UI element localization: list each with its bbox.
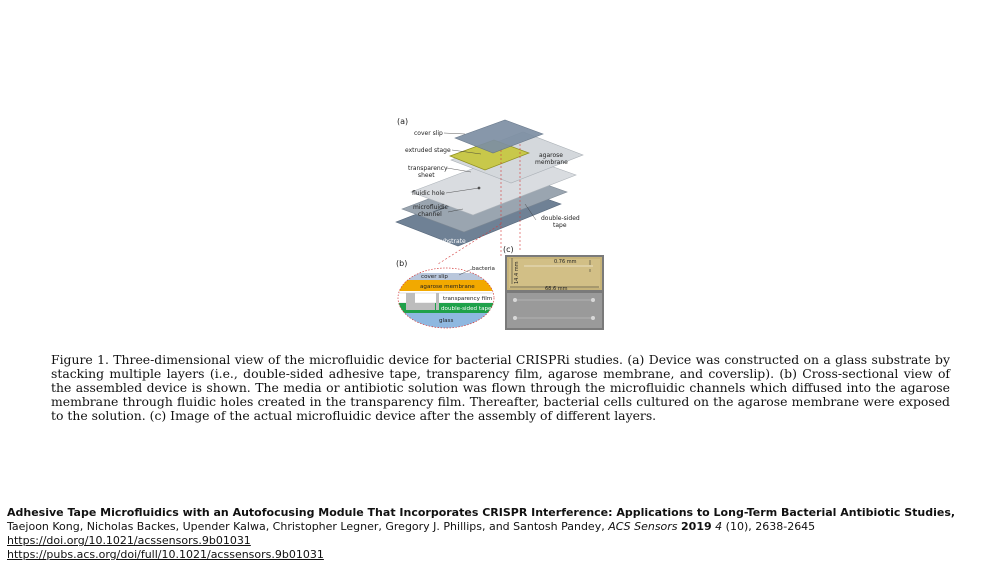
article-link[interactable]: https://pubs.acs.org/doi/full/10.1021/acssensors.9b01031 [7, 548, 324, 561]
citation-issue-pages: (10), 2638-2645 [722, 520, 816, 533]
photo-bottom-device [507, 293, 602, 328]
label-b-glass: glass [439, 318, 454, 324]
label-fluidic-hole: fluidic hole [412, 190, 445, 197]
citation-title: Adhesive Tape Microfluidics with an Autofocusing Module That Incorporates CRISPR Interference: Applications to Long-Term Bacterial Antibiotic Studies, [7, 506, 956, 519]
label-c-width: 0.76 mm [554, 259, 577, 265]
panel-c-label: (c) [503, 245, 514, 254]
device-schematic [393, 112, 608, 330]
citation-volume: 4 [715, 520, 723, 533]
label-microfluidic-2: channel [418, 211, 442, 218]
panel-a-label: (a) [397, 117, 409, 126]
label-c-length: 68.6 mm [545, 286, 568, 292]
label-tape-2: tape [553, 222, 567, 229]
label-transparency-1: transparency [408, 165, 448, 172]
citation-authors: Taejoon Kong, Nicholas Backes, Upender Kalwa, Christopher Legner, Gregory J. Phillips, and Santosh Pandey, [7, 520, 609, 533]
label-extruded-stage: extruded stage [405, 147, 451, 154]
citation-journal: ACS Sensors [608, 520, 678, 533]
doi-link[interactable]: https://doi.org/10.1021/acssensors.9b01031 [7, 534, 251, 547]
label-glass-substrate: glass substrate [420, 238, 466, 245]
figure-1 [393, 112, 608, 330]
label-agarose-2: membrane [535, 159, 568, 166]
cross-channel [415, 303, 435, 310]
label-b-cover-slip: cover slip [421, 274, 448, 280]
label-b-tape: double-sided tape [441, 306, 492, 312]
label-c-height: 14.4 mm [514, 261, 520, 284]
label-b-transparency: transparency film [443, 296, 493, 302]
citation [7, 506, 997, 562]
label-cover-slip: cover slip [414, 130, 443, 137]
citation-year: 2019 [681, 520, 712, 533]
label-agarose-1: agarose [539, 152, 563, 159]
panel-b-label: (b) [396, 259, 408, 268]
figure-caption: Figure 1. Three-dimensional view of the microfluidic device for bacterial CRISPRi studies. (a) Device was constructed on a glass substrate by stacking multiple layers (i.e., double-sided adhesive tape, transparency film, agarose membrane, and coverslip). (b) Cross-sectional view of the assembled device is shown. The media or antibiotic solution was flown through the microfluidic channels which diffused into the agarose membrane through fluidic holes created in the transparency film. Thereafter, bacterial cells cultured on the agarose membrane were exposed to the solution. (c) Image of the actual microfluidic device after the assembly of different layers. [51, 352, 950, 423]
label-transparency-2: sheet [418, 172, 435, 179]
label-b-agarose: agarose membrane [420, 284, 475, 290]
label-bacteria: bacteria [472, 266, 495, 272]
label-tape-1: double-sided [541, 215, 580, 222]
label-microfluidic-1: microfluidic [413, 204, 448, 211]
cross-fluidic-hole [406, 293, 415, 310]
